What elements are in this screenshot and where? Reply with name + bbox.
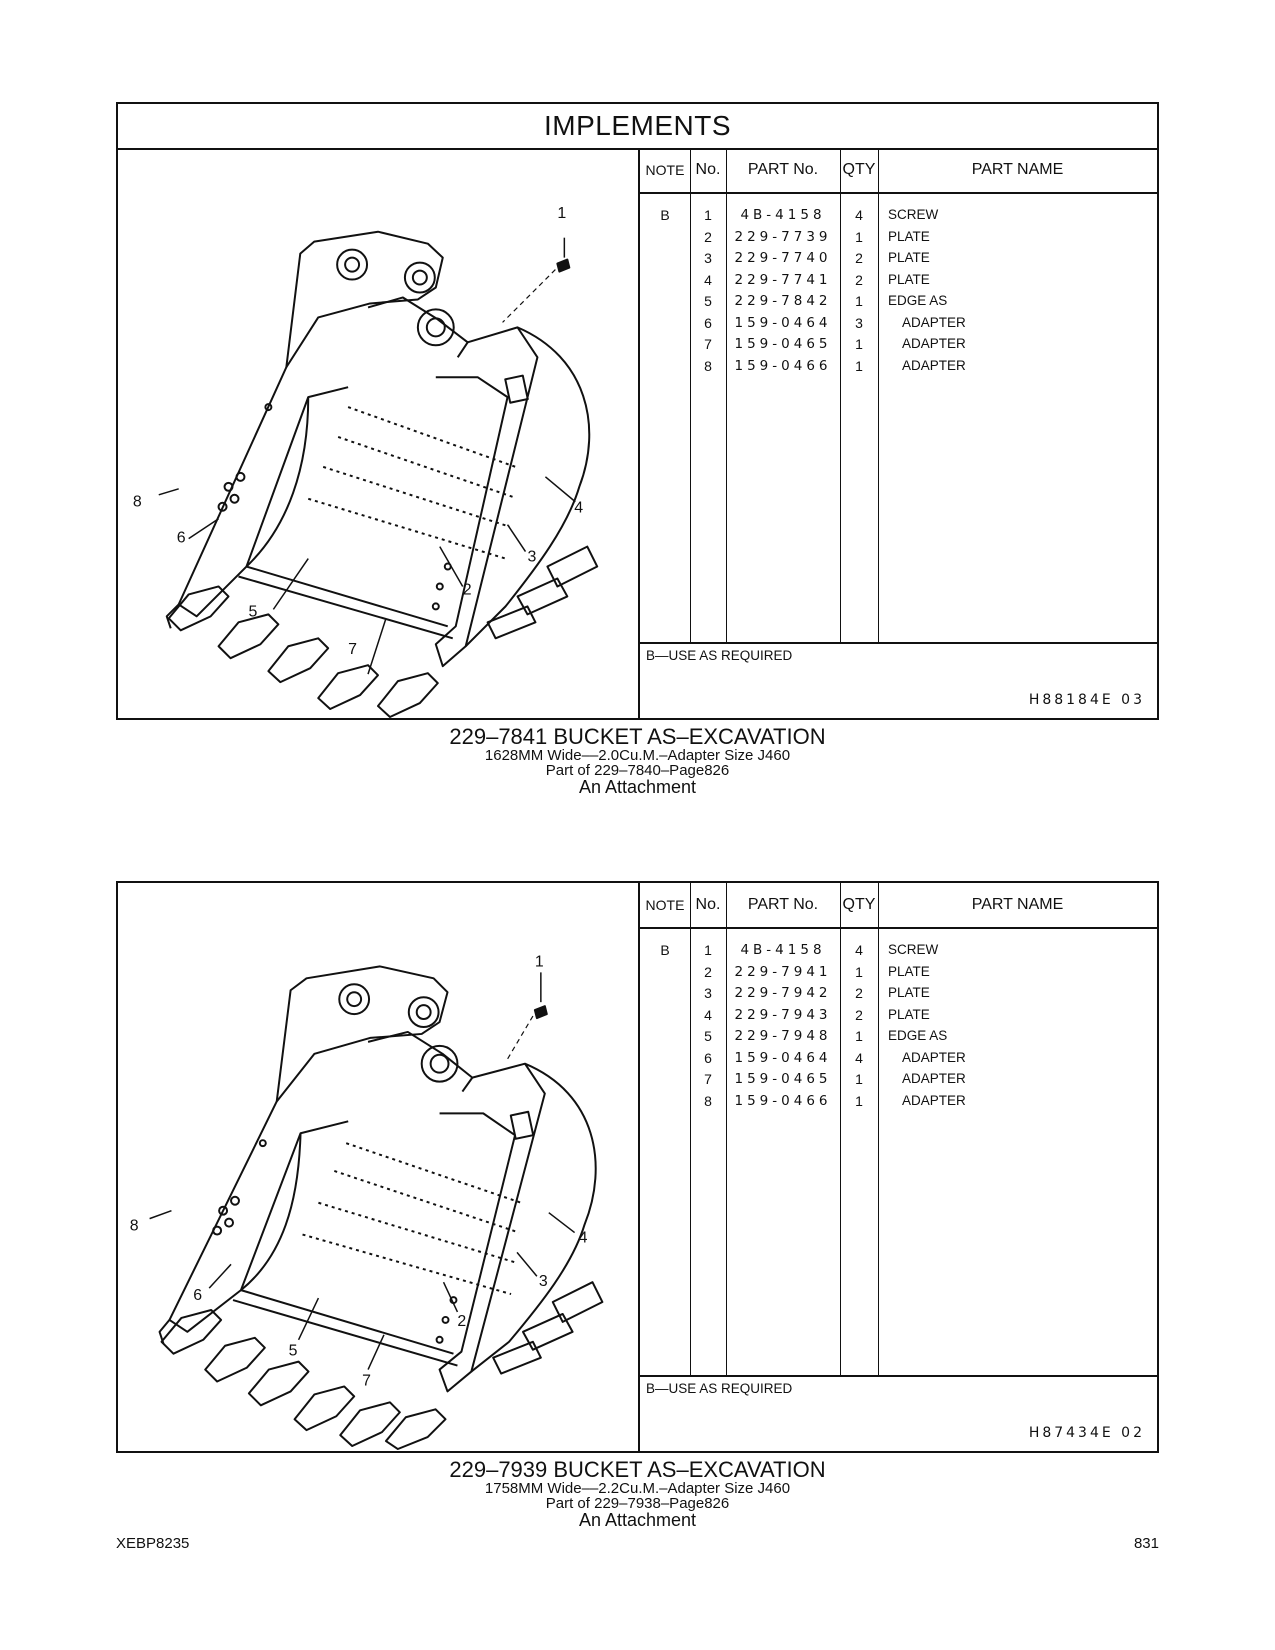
table-row	[640, 333, 1157, 355]
number-cell: 1	[704, 207, 712, 223]
part-name-cell: PLATE	[888, 228, 930, 244]
part-number-cell: 159-0464	[734, 1049, 832, 1066]
parts-panel-1	[116, 102, 1159, 720]
part-number-cell: 229-7741	[734, 271, 832, 288]
part-name-cell: PLATE	[888, 271, 930, 287]
qty-cell: 2	[855, 985, 863, 1001]
number-cell: 7	[704, 336, 712, 352]
qty-cell: 2	[855, 1006, 863, 1023]
part-number-cell: 229-7943	[734, 1006, 832, 1023]
number-cell: 3	[704, 250, 712, 266]
parts-panel-2	[116, 881, 1159, 1453]
note-cell	[640, 269, 690, 291]
part-number-cell: 159-0466	[734, 1092, 832, 1109]
caption-line2: Part of 229–7938–Page826	[545, 1495, 730, 1512]
panel-footer	[640, 642, 1157, 718]
caption-1	[116, 726, 1159, 796]
document-id: XEBP8235	[116, 1535, 190, 1552]
part-name-cell: EDGE AS	[888, 1028, 948, 1043]
bucket-drawing	[118, 148, 638, 718]
note-cell: B	[660, 207, 670, 223]
qty-cell: 2	[855, 250, 863, 266]
part-name-cell: PLATE	[888, 963, 930, 979]
qty-cell: 3	[855, 314, 863, 331]
table-row	[640, 1068, 1157, 1090]
qty-cell: 1	[855, 228, 863, 245]
caption-title: 229–7841 BUCKET AS–EXCAVATION	[449, 724, 826, 749]
note-cell	[640, 1025, 690, 1047]
note-cell	[640, 226, 690, 248]
part-number-cell: 4B-4158	[740, 207, 826, 223]
part-number-cell: 4B-4158	[740, 942, 826, 958]
bucket-illustration-1	[118, 148, 638, 718]
part-name-cell: PLATE	[888, 250, 930, 265]
part-name-cell: ADAPTER	[902, 357, 966, 373]
part-name-cell: PLATE	[888, 1006, 930, 1022]
number-cell: 7	[704, 1071, 712, 1087]
caption-title: 229–7939 BUCKET AS–EXCAVATION	[449, 1457, 826, 1482]
caption-line1: 1628MM Wide––2.0Cu.M.–Adapter Size J460	[484, 747, 791, 764]
table-header	[640, 883, 1157, 929]
illustration-code: H87434E 02	[1028, 1425, 1145, 1441]
illustration-code: H88184E 03	[1028, 692, 1145, 708]
callout-4: 4	[574, 499, 584, 517]
callout-8: 8	[129, 1217, 139, 1235]
col-part-name: PART NAME	[971, 161, 1064, 178]
note-cell	[640, 312, 690, 334]
table-row	[640, 355, 1157, 377]
part-name-cell: ADAPTER	[902, 1049, 966, 1065]
qty-cell: 4	[855, 942, 863, 958]
number-cell: 2	[704, 228, 712, 245]
callout-5: 5	[248, 603, 258, 621]
callout-6: 6	[193, 1287, 203, 1305]
number-cell: 5	[704, 293, 712, 309]
note-cell	[640, 1047, 690, 1069]
col-qty: QTY	[842, 896, 876, 913]
note-cell	[640, 1090, 690, 1112]
callout-8: 8	[132, 493, 142, 511]
qty-cell: 1	[855, 1071, 863, 1087]
part-name-cell: EDGE AS	[888, 293, 948, 308]
part-name-cell: PLATE	[888, 985, 930, 1000]
note-cell	[640, 333, 690, 355]
part-name-cell: SCREW	[888, 942, 939, 957]
caption-2	[116, 1459, 1159, 1529]
callout-1: 1	[557, 204, 567, 222]
table-row	[640, 1047, 1157, 1069]
callout-4: 4	[578, 1229, 588, 1247]
panel-footer	[640, 1375, 1157, 1451]
callout-2: 2	[462, 581, 472, 599]
table-row	[640, 290, 1157, 312]
note-cell	[640, 982, 690, 1004]
table-row	[640, 1004, 1157, 1026]
note-cell	[640, 355, 690, 377]
part-number-cell: 229-7942	[734, 985, 832, 1001]
callout-6: 6	[176, 529, 186, 547]
col-no: No.	[695, 896, 721, 913]
col-note: NOTE	[645, 162, 685, 178]
table-row	[640, 939, 1157, 961]
part-name-cell: ADAPTER	[902, 1071, 966, 1086]
callout-3: 3	[527, 548, 537, 566]
callout-7: 7	[362, 1372, 371, 1390]
qty-cell: 1	[855, 357, 863, 374]
callout-3: 3	[538, 1273, 548, 1291]
col-part-no: PART No.	[747, 161, 819, 178]
part-name-cell: ADAPTER	[902, 1092, 966, 1108]
part-number-cell: 229-7941	[734, 963, 832, 980]
qty-cell: 1	[855, 1028, 863, 1044]
page-number: 831	[1133, 1535, 1159, 1552]
qty-cell: 2	[855, 271, 863, 288]
qty-cell: 1	[855, 1092, 863, 1109]
caption-line3: An Attachment	[578, 1510, 697, 1530]
number-cell: 4	[704, 1006, 712, 1023]
table-row	[640, 1025, 1157, 1047]
col-part-name: PART NAME	[971, 896, 1064, 913]
number-cell: 2	[704, 963, 712, 980]
bucket-drawing	[118, 883, 638, 1451]
parts-table-1	[638, 148, 1157, 718]
number-cell: 6	[704, 1049, 712, 1066]
note-cell	[640, 961, 690, 983]
part-number-cell: 229-7740	[734, 250, 832, 266]
col-note: NOTE	[645, 897, 685, 913]
number-cell: 5	[704, 1028, 712, 1044]
part-name-cell: ADAPTER	[902, 314, 966, 330]
qty-cell: 4	[855, 207, 863, 223]
part-number-cell: 159-0466	[734, 357, 832, 374]
caption-line2: Part of 229–7840–Page826	[545, 762, 730, 779]
parts-table-2	[638, 883, 1157, 1451]
table-row	[640, 204, 1157, 226]
number-cell: 6	[704, 314, 712, 331]
bucket-illustration-2	[118, 883, 638, 1451]
qty-cell: 1	[855, 293, 863, 309]
note-cell	[640, 1068, 690, 1090]
table-row	[640, 1090, 1157, 1112]
qty-cell: 1	[855, 963, 863, 980]
caption-line1: 1758MM Wide––2.2Cu.M.–Adapter Size J460	[484, 1480, 791, 1497]
callout-7: 7	[348, 641, 357, 659]
part-number-cell: 229-7948	[734, 1028, 832, 1044]
number-cell: 8	[704, 1092, 712, 1109]
callout-2: 2	[457, 1312, 467, 1330]
table-row	[640, 247, 1157, 269]
part-number-cell: 159-0464	[734, 314, 832, 331]
part-number-cell: 229-7842	[734, 293, 832, 309]
number-cell: 8	[704, 357, 712, 374]
table-row	[640, 961, 1157, 983]
part-name-cell: SCREW	[888, 207, 939, 222]
col-no: No.	[695, 161, 721, 178]
col-qty: QTY	[842, 161, 876, 178]
section-title: IMPLEMENTS	[118, 104, 1157, 150]
col-part-no: PART No.	[747, 896, 819, 913]
qty-cell: 1	[855, 336, 863, 352]
note-cell	[640, 290, 690, 312]
table-row	[640, 269, 1157, 291]
note-cell	[640, 247, 690, 269]
note-cell	[640, 1004, 690, 1026]
qty-cell: 4	[855, 1049, 863, 1066]
part-number-cell: 229-7739	[734, 228, 832, 245]
callout-1: 1	[534, 953, 544, 971]
callout-5: 5	[288, 1342, 298, 1360]
number-cell: 3	[704, 985, 712, 1001]
table-row	[640, 312, 1157, 334]
table-header	[640, 148, 1157, 194]
note-cell: B	[660, 942, 670, 958]
remark: B—USE AS REQUIRED	[646, 648, 793, 663]
remark: B—USE AS REQUIRED	[646, 1381, 793, 1396]
table-row	[640, 982, 1157, 1004]
part-number-cell: 159-0465	[734, 336, 832, 352]
number-cell: 1	[704, 942, 712, 958]
part-name-cell: ADAPTER	[902, 336, 966, 351]
table-row	[640, 226, 1157, 248]
number-cell: 4	[704, 271, 712, 288]
part-number-cell: 159-0465	[734, 1071, 832, 1087]
caption-line3: An Attachment	[578, 777, 697, 797]
